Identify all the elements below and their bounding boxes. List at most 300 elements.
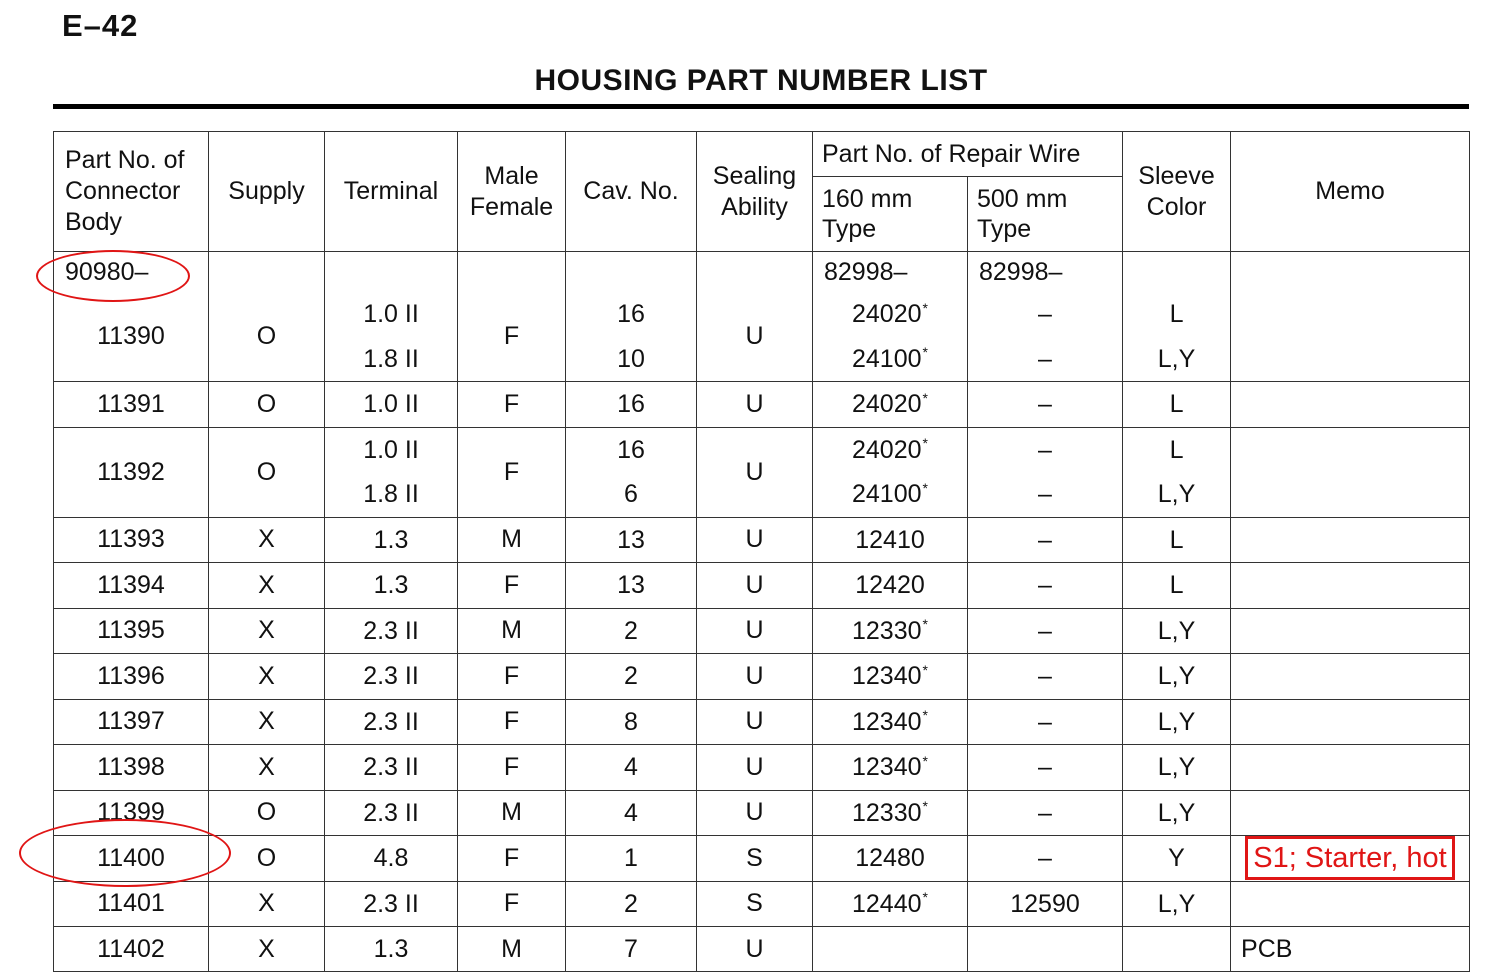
sleeve-cell-line bbox=[1123, 882, 1230, 927]
part-number-cell: 11390 bbox=[54, 292, 209, 382]
wire-160-cell-value: 12340 bbox=[852, 753, 922, 781]
blank-cell bbox=[458, 252, 566, 293]
memo-cell bbox=[1231, 427, 1470, 517]
table-row bbox=[54, 382, 1470, 428]
terminal-cell-line bbox=[325, 609, 457, 654]
wire-500-cell-line bbox=[968, 563, 1122, 608]
wire-160-cell-line bbox=[813, 472, 967, 517]
blank-cell bbox=[697, 252, 813, 293]
wire-500-cell-line bbox=[968, 791, 1122, 836]
cav-cell bbox=[566, 745, 697, 791]
wire-160-prefix: 82998– bbox=[813, 252, 968, 293]
cav-cell-line bbox=[566, 563, 696, 608]
asterisk-mark: * bbox=[922, 344, 928, 361]
wire-500-cell-value: – bbox=[1038, 300, 1052, 328]
sealing-cell: U bbox=[697, 790, 813, 836]
terminal-cell-line bbox=[325, 791, 457, 836]
sleeve-cell bbox=[1123, 517, 1231, 563]
wire-160-cell-value: 24100 bbox=[852, 480, 922, 508]
table-row bbox=[54, 699, 1470, 745]
memo-cell bbox=[1231, 745, 1470, 791]
terminal-cell-value: 1.0 II bbox=[363, 435, 419, 464]
cav-cell: 7 bbox=[566, 927, 697, 972]
terminal-cell-value: 1.8 II bbox=[363, 480, 419, 508]
terminal-cell: 1.3 bbox=[325, 927, 458, 972]
terminal-cell bbox=[325, 517, 458, 563]
table-row bbox=[54, 881, 1470, 927]
header-part-no: Part No. of Connector Body bbox=[54, 132, 209, 252]
header-repair-wire: Part No. of Repair Wire bbox=[813, 132, 1123, 177]
sleeve-cell bbox=[1123, 745, 1231, 791]
part-number-cell: 11393 bbox=[54, 517, 209, 563]
wire-160-cell-value: 12340 bbox=[852, 662, 922, 690]
asterisk-mark: * bbox=[922, 798, 928, 815]
part-number-cell: 11391 bbox=[54, 382, 209, 428]
terminal-cell bbox=[325, 699, 458, 745]
sleeve-cell bbox=[1123, 382, 1231, 428]
terminal-cell bbox=[325, 427, 458, 517]
wire-160-cell bbox=[813, 790, 968, 836]
male-female-cell: F bbox=[458, 654, 566, 700]
wire-160-cell-line bbox=[813, 700, 967, 745]
sleeve-cell-value: L bbox=[1169, 525, 1184, 554]
asterisk-mark: * bbox=[922, 889, 928, 906]
supply-cell: X bbox=[209, 654, 325, 700]
wire-160-cell-line bbox=[813, 654, 967, 699]
terminal-cell-value: 2.3 II bbox=[363, 707, 419, 736]
part-number-cell: 11396 bbox=[54, 654, 209, 700]
asterisk-mark: * bbox=[922, 752, 928, 769]
sleeve-cell-line bbox=[1123, 563, 1230, 608]
terminal-cell bbox=[325, 382, 458, 428]
wire-500-cell bbox=[968, 427, 1123, 517]
cav-cell-value: 2 bbox=[624, 889, 638, 918]
sleeve-cell-value: L,Y bbox=[1157, 798, 1196, 827]
terminal-cell-value: 1.3 bbox=[373, 571, 409, 599]
terminal-cell bbox=[325, 836, 458, 882]
wire-500-cell-line bbox=[968, 700, 1122, 745]
cav-cell-line bbox=[566, 518, 696, 563]
header-cav-no: Cav. No. bbox=[566, 132, 697, 252]
wire-500-cell-value: – bbox=[1038, 480, 1052, 508]
terminal-cell-value: 1.0 II bbox=[363, 390, 419, 418]
sealing-cell: U bbox=[697, 517, 813, 563]
sleeve-cell-line bbox=[1123, 518, 1230, 563]
sealing-cell: U bbox=[697, 699, 813, 745]
wire-500-cell bbox=[968, 927, 1123, 972]
sleeve-cell-value: L,Y bbox=[1157, 662, 1196, 690]
header-wire-500: 500 mm Type bbox=[968, 177, 1123, 252]
sleeve-cell-value: L,Y bbox=[1157, 480, 1196, 508]
part-number-cell: 11397 bbox=[54, 699, 209, 745]
header-male-female: Male Female bbox=[458, 132, 566, 252]
supply-cell: X bbox=[209, 927, 325, 972]
wire-160-cell-value: 24100 bbox=[852, 344, 922, 373]
wire-160-cell-line bbox=[813, 882, 967, 927]
cav-cell bbox=[566, 382, 697, 428]
supply-cell: X bbox=[209, 881, 325, 927]
wire-160-cell-line bbox=[813, 745, 967, 790]
cav-cell-value: 16 bbox=[617, 435, 645, 464]
sleeve-cell-line bbox=[1123, 428, 1230, 473]
asterisk-mark: * bbox=[922, 435, 928, 452]
cav-cell bbox=[566, 517, 697, 563]
sleeve-cell bbox=[1123, 608, 1231, 654]
memo-cell bbox=[1231, 836, 1470, 882]
page-title: HOUSING PART NUMBER LIST bbox=[534, 64, 988, 97]
male-female-cell: F bbox=[458, 836, 566, 882]
wire-500-cell-line bbox=[968, 745, 1122, 790]
wire-160-cell bbox=[813, 654, 968, 700]
terminal-cell-value: 1.8 II bbox=[363, 344, 419, 373]
wire-160-cell-value: 24020 bbox=[852, 435, 922, 464]
sealing-cell: S bbox=[697, 881, 813, 927]
terminal-cell-value: 1.0 II bbox=[363, 300, 419, 328]
sleeve-cell-line bbox=[1123, 382, 1230, 427]
wire-500-cell-line bbox=[968, 836, 1122, 881]
sealing-cell: U bbox=[697, 292, 813, 382]
wire-160-cell bbox=[813, 699, 968, 745]
male-female-cell: F bbox=[458, 745, 566, 791]
supply-cell: X bbox=[209, 563, 325, 609]
wire-500-cell-line bbox=[968, 337, 1122, 382]
part-number-cell: 11394 bbox=[54, 563, 209, 609]
sleeve-cell-line bbox=[1123, 472, 1230, 517]
wire-500-cell bbox=[968, 517, 1123, 563]
supply-cell: X bbox=[209, 745, 325, 791]
wire-500-cell-line bbox=[968, 428, 1122, 473]
terminal-cell-line bbox=[325, 382, 457, 427]
wire-160-cell-value: 12330 bbox=[852, 798, 922, 827]
sleeve-cell-value: L,Y bbox=[1157, 616, 1196, 645]
terminal-cell-value: 2.3 II bbox=[363, 798, 419, 827]
cav-cell bbox=[566, 790, 697, 836]
terminal-cell bbox=[325, 881, 458, 927]
terminal-cell-line bbox=[325, 518, 457, 563]
table-row bbox=[54, 563, 1470, 609]
wire-160-cell-line bbox=[813, 563, 967, 608]
cav-cell-line bbox=[566, 791, 696, 836]
male-female-cell: F bbox=[458, 563, 566, 609]
table-row bbox=[54, 517, 1470, 563]
wire-160-cell-line bbox=[813, 791, 967, 836]
sleeve-cell bbox=[1123, 427, 1231, 517]
wire-500-cell-value: – bbox=[1038, 662, 1052, 690]
cav-cell-line bbox=[566, 337, 696, 382]
supply-cell: X bbox=[209, 608, 325, 654]
wire-160-cell-value: 24020 bbox=[852, 390, 922, 418]
part-number-cell: 11400 bbox=[54, 836, 209, 882]
wire-160-cell bbox=[813, 292, 968, 382]
wire-160-cell bbox=[813, 745, 968, 791]
table-row bbox=[54, 608, 1470, 654]
blank-cell bbox=[1231, 252, 1470, 293]
wire-500-prefix: 82998– bbox=[968, 252, 1123, 293]
supply-cell: O bbox=[209, 427, 325, 517]
terminal-cell bbox=[325, 608, 458, 654]
terminal-cell-line bbox=[325, 700, 457, 745]
cav-cell-value: 6 bbox=[624, 480, 638, 508]
table-row bbox=[54, 790, 1470, 836]
wire-500-cell-line bbox=[968, 472, 1122, 517]
male-female-cell: M bbox=[458, 927, 566, 972]
wire-500-cell bbox=[968, 563, 1123, 609]
cav-cell-value: 2 bbox=[624, 616, 638, 645]
wire-500-cell-value: – bbox=[1038, 616, 1052, 645]
supply-cell: O bbox=[209, 382, 325, 428]
sleeve-cell-value: L,Y bbox=[1157, 753, 1196, 781]
wire-160-cell-value: 12410 bbox=[855, 525, 925, 554]
cav-cell-line bbox=[566, 428, 696, 473]
cav-cell-line bbox=[566, 882, 696, 927]
male-female-cell: M bbox=[458, 608, 566, 654]
wire-500-cell-value: – bbox=[1038, 390, 1052, 418]
cav-cell-line bbox=[566, 609, 696, 654]
terminal-cell bbox=[325, 654, 458, 700]
wire-500-cell-line bbox=[968, 292, 1122, 337]
memo-cell bbox=[1231, 881, 1470, 927]
sleeve-cell-value: L bbox=[1169, 435, 1184, 464]
terminal-cell-value: 4.8 bbox=[373, 844, 409, 872]
wire-500-cell-line bbox=[968, 518, 1122, 563]
wire-160-cell-line bbox=[813, 836, 967, 881]
supply-cell: O bbox=[209, 790, 325, 836]
wire-500-cell-line bbox=[968, 609, 1122, 654]
asterisk-mark: * bbox=[922, 661, 928, 678]
male-female-cell: M bbox=[458, 517, 566, 563]
cav-cell-line bbox=[566, 292, 696, 337]
sleeve-cell-line bbox=[1123, 791, 1230, 836]
cav-cell-line bbox=[566, 700, 696, 745]
memo-cell bbox=[1231, 654, 1470, 700]
wire-500-cell-value: – bbox=[1038, 435, 1052, 464]
terminal-cell-line bbox=[325, 472, 457, 517]
asterisk-mark: * bbox=[922, 707, 928, 724]
sleeve-cell bbox=[1123, 881, 1231, 927]
cav-cell-line bbox=[566, 745, 696, 790]
terminal-cell-line bbox=[325, 337, 457, 382]
blank-cell bbox=[209, 252, 325, 293]
male-female-cell: F bbox=[458, 292, 566, 382]
wire-160-cell-value: 12440 bbox=[852, 889, 922, 918]
memo-cell bbox=[1231, 790, 1470, 836]
male-female-cell: F bbox=[458, 427, 566, 517]
sleeve-cell-line bbox=[1123, 654, 1230, 699]
wire-500-cell bbox=[968, 292, 1123, 382]
header-memo: Memo bbox=[1231, 132, 1470, 252]
memo-cell bbox=[1231, 563, 1470, 609]
header-supply: Supply bbox=[209, 132, 325, 252]
cav-cell-line bbox=[566, 472, 696, 517]
title-rule bbox=[53, 104, 1469, 109]
sleeve-cell bbox=[1123, 836, 1231, 882]
cav-cell-value: 13 bbox=[617, 571, 645, 599]
supply-cell: O bbox=[209, 292, 325, 382]
terminal-cell bbox=[325, 563, 458, 609]
terminal-cell-value: 1.3 bbox=[373, 525, 409, 554]
supply-cell: X bbox=[209, 699, 325, 745]
wire-160-cell-value: 12340 bbox=[852, 707, 922, 736]
terminal-cell-line bbox=[325, 836, 457, 881]
header-sleeve: Sleeve Color bbox=[1123, 132, 1231, 252]
wire-160-cell bbox=[813, 927, 968, 972]
supply-cell: X bbox=[209, 517, 325, 563]
wire-160-cell-line bbox=[813, 292, 967, 337]
cav-cell-line bbox=[566, 382, 696, 427]
table-row bbox=[54, 745, 1470, 791]
cav-cell bbox=[566, 563, 697, 609]
prefix-row bbox=[54, 252, 1470, 293]
wire-160-cell-value: 24020 bbox=[852, 300, 922, 328]
wire-500-cell-value: – bbox=[1038, 753, 1052, 781]
terminal-cell-value: 2.3 II bbox=[363, 662, 419, 690]
wire-500-cell-value: – bbox=[1038, 344, 1052, 373]
cav-cell bbox=[566, 292, 697, 382]
blank-cell bbox=[566, 252, 697, 293]
sleeve-cell-line bbox=[1123, 700, 1230, 745]
sleeve-cell-value: L bbox=[1169, 300, 1184, 328]
cav-cell-line bbox=[566, 654, 696, 699]
wire-500-cell-value: – bbox=[1038, 798, 1052, 827]
cav-cell-value: 16 bbox=[617, 390, 645, 418]
header-wire-160: 160 mm Type bbox=[813, 177, 968, 252]
wire-500-cell bbox=[968, 699, 1123, 745]
wire-160-cell bbox=[813, 382, 968, 428]
cav-cell bbox=[566, 836, 697, 882]
partial-row bbox=[54, 927, 1470, 972]
wire-160-cell-line bbox=[813, 337, 967, 382]
wire-500-cell bbox=[968, 608, 1123, 654]
table-row bbox=[54, 654, 1470, 700]
wire-160-cell-value: 12480 bbox=[855, 844, 925, 872]
terminal-cell-line bbox=[325, 428, 457, 473]
wire-160-cell-line bbox=[813, 382, 967, 427]
part-number-cell: 11399 bbox=[54, 790, 209, 836]
wire-160-cell bbox=[813, 517, 968, 563]
wire-160-cell-line bbox=[813, 609, 967, 654]
terminal-cell-value: 2.3 II bbox=[363, 753, 419, 781]
wire-500-cell bbox=[968, 654, 1123, 700]
wire-500-cell bbox=[968, 382, 1123, 428]
wire-500-cell-value: 12590 bbox=[1010, 889, 1080, 918]
header-terminal: Terminal bbox=[325, 132, 458, 252]
wire-160-cell bbox=[813, 608, 968, 654]
wire-500-cell-value: – bbox=[1038, 707, 1052, 736]
sleeve-cell-line bbox=[1123, 609, 1230, 654]
wire-500-cell-value: – bbox=[1038, 525, 1052, 554]
cav-cell-value: 10 bbox=[617, 344, 645, 373]
wire-160-cell bbox=[813, 427, 968, 517]
wire-500-cell-line bbox=[968, 882, 1122, 927]
male-female-cell: F bbox=[458, 881, 566, 927]
sleeve-cell-line bbox=[1123, 292, 1230, 337]
memo-cell bbox=[1231, 517, 1470, 563]
asterisk-mark: * bbox=[922, 299, 928, 316]
sleeve-cell bbox=[1123, 292, 1231, 382]
wire-500-cell-line bbox=[968, 382, 1122, 427]
cav-cell-line bbox=[566, 836, 696, 881]
sleeve-cell bbox=[1123, 563, 1231, 609]
terminal-cell-value: 2.3 II bbox=[363, 889, 419, 918]
sealing-cell: U bbox=[697, 427, 813, 517]
terminal-cell-line bbox=[325, 882, 457, 927]
wire-160-cell-line bbox=[813, 428, 967, 473]
terminal-cell bbox=[325, 745, 458, 791]
wire-500-cell bbox=[968, 881, 1123, 927]
terminal-cell bbox=[325, 292, 458, 382]
wire-160-cell-value: 12330 bbox=[852, 616, 922, 645]
terminal-cell-line bbox=[325, 654, 457, 699]
asterisk-mark: * bbox=[922, 479, 928, 496]
terminal-cell-line bbox=[325, 745, 457, 790]
cav-cell-value: 1 bbox=[624, 844, 638, 872]
sleeve-cell-value: L,Y bbox=[1157, 344, 1196, 373]
table-row bbox=[54, 427, 1470, 517]
cav-cell-value: 16 bbox=[617, 300, 645, 328]
cav-cell-value: 2 bbox=[624, 662, 638, 690]
sleeve-cell-value: L bbox=[1169, 571, 1184, 599]
wire-500-cell-line bbox=[968, 654, 1122, 699]
sealing-cell: U bbox=[697, 927, 813, 972]
wire-160-cell-line bbox=[813, 518, 967, 563]
memo-cell bbox=[1231, 382, 1470, 428]
terminal-cell-line bbox=[325, 563, 457, 608]
sleeve-cell bbox=[1123, 699, 1231, 745]
wire-500-cell-value: – bbox=[1038, 844, 1052, 872]
sleeve-cell-line bbox=[1123, 337, 1230, 382]
male-female-cell: F bbox=[458, 382, 566, 428]
wire-500-cell bbox=[968, 790, 1123, 836]
terminal-cell-line bbox=[325, 292, 457, 337]
part-number-cell: 11398 bbox=[54, 745, 209, 791]
cav-cell bbox=[566, 608, 697, 654]
asterisk-mark: * bbox=[922, 616, 928, 633]
sleeve-cell-line bbox=[1123, 836, 1230, 881]
sleeve-cell bbox=[1123, 654, 1231, 700]
sleeve-cell-value: L,Y bbox=[1157, 889, 1196, 918]
connector-prefix: 90980– bbox=[54, 252, 209, 293]
wire-160-cell bbox=[813, 881, 968, 927]
sealing-cell: U bbox=[697, 608, 813, 654]
table-row bbox=[54, 836, 1470, 882]
wire-160-cell bbox=[813, 836, 968, 882]
memo-cell: PCB bbox=[1231, 927, 1470, 972]
wire-160-cell bbox=[813, 563, 968, 609]
terminal-cell-value: 2.3 II bbox=[363, 616, 419, 645]
part-number-cell: 11395 bbox=[54, 608, 209, 654]
sleeve-cell-value: L,Y bbox=[1157, 707, 1196, 736]
sealing-cell: U bbox=[697, 654, 813, 700]
male-female-cell: F bbox=[458, 699, 566, 745]
blank-cell bbox=[1123, 252, 1231, 293]
page-code: E–42 bbox=[62, 8, 139, 43]
blank-cell bbox=[325, 252, 458, 293]
cav-cell bbox=[566, 699, 697, 745]
sleeve-cell-value: Y bbox=[1168, 844, 1185, 872]
wire-500-cell bbox=[968, 836, 1123, 882]
wire-500-cell bbox=[968, 745, 1123, 791]
part-number-cell: 11402 bbox=[54, 927, 209, 972]
supply-cell: O bbox=[209, 836, 325, 882]
cav-cell-value: 8 bbox=[624, 707, 638, 736]
cav-cell-value: 4 bbox=[624, 753, 638, 781]
part-number-cell: 11401 bbox=[54, 881, 209, 927]
sealing-cell: U bbox=[697, 563, 813, 609]
sleeve-cell-line bbox=[1123, 745, 1230, 790]
wire-500-cell-value: – bbox=[1038, 571, 1052, 599]
memo-cell bbox=[1231, 292, 1470, 382]
cav-cell bbox=[566, 654, 697, 700]
